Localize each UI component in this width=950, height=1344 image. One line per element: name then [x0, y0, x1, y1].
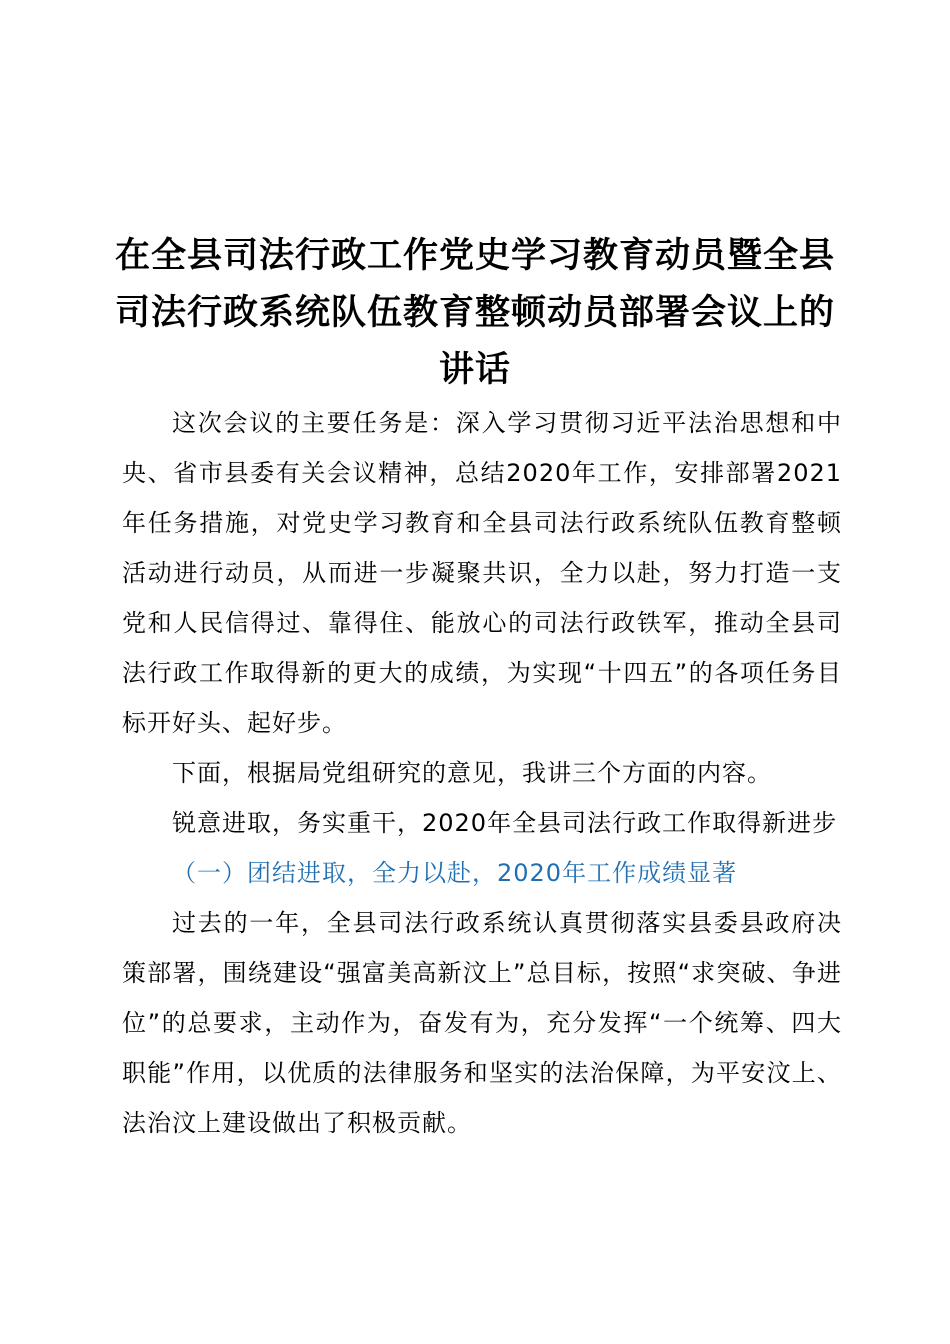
- paragraph-review: 过去的一年，全县司法行政系统认真贯彻落实县委县政府决策部署，围绕建设“强富美高新汶上”总目标，按照“求突破、争进位”的总要求，主动作为，奋发有为，充分发挥“一个统筹、四大职能”作用，以优质的法律服务和坚实的法治保障，为平安汶上、法治汶上建设做出了积极贡献。: [122, 909, 842, 1137]
- paragraph-intro: 这次会议的主要任务是：深入学习贯彻习近平法治思想和中央、省市县委有关会议精神，总结2020年工作，安排部署2021年任务措施，对党史学习教育和全县司法行政系统队伍教育整顿活动进行动员，从而进一步凝聚共识，全力以赴，努力打造一支党和人民信得过、靠得住、能放心的司法行政铁军，推动全县司法行政工作取得新的更大的成绩，为实现“十四五”的各项任务目标开好头、起好步。: [122, 409, 842, 737]
- document-title: [100, 228, 850, 399]
- title-line-1: 在全县司法行政工作党史学习教育动员暨全县: [114, 236, 835, 276]
- paragraph-section-title: 锐意进取，务实重干，2020年全县司法行政工作取得新进步: [172, 809, 838, 837]
- subsection-heading: （一）团结进取，全力以赴，2020年工作成绩显著: [172, 859, 738, 887]
- document-body: [122, 398, 842, 1148]
- paragraph-outline: 下面，根据局党组研究的意见，我讲三个方面的内容。: [172, 759, 772, 787]
- title-line-3: 讲话: [438, 350, 511, 390]
- title-line-2: 司法行政系统队伍教育整顿动员部署会议上的: [114, 293, 835, 333]
